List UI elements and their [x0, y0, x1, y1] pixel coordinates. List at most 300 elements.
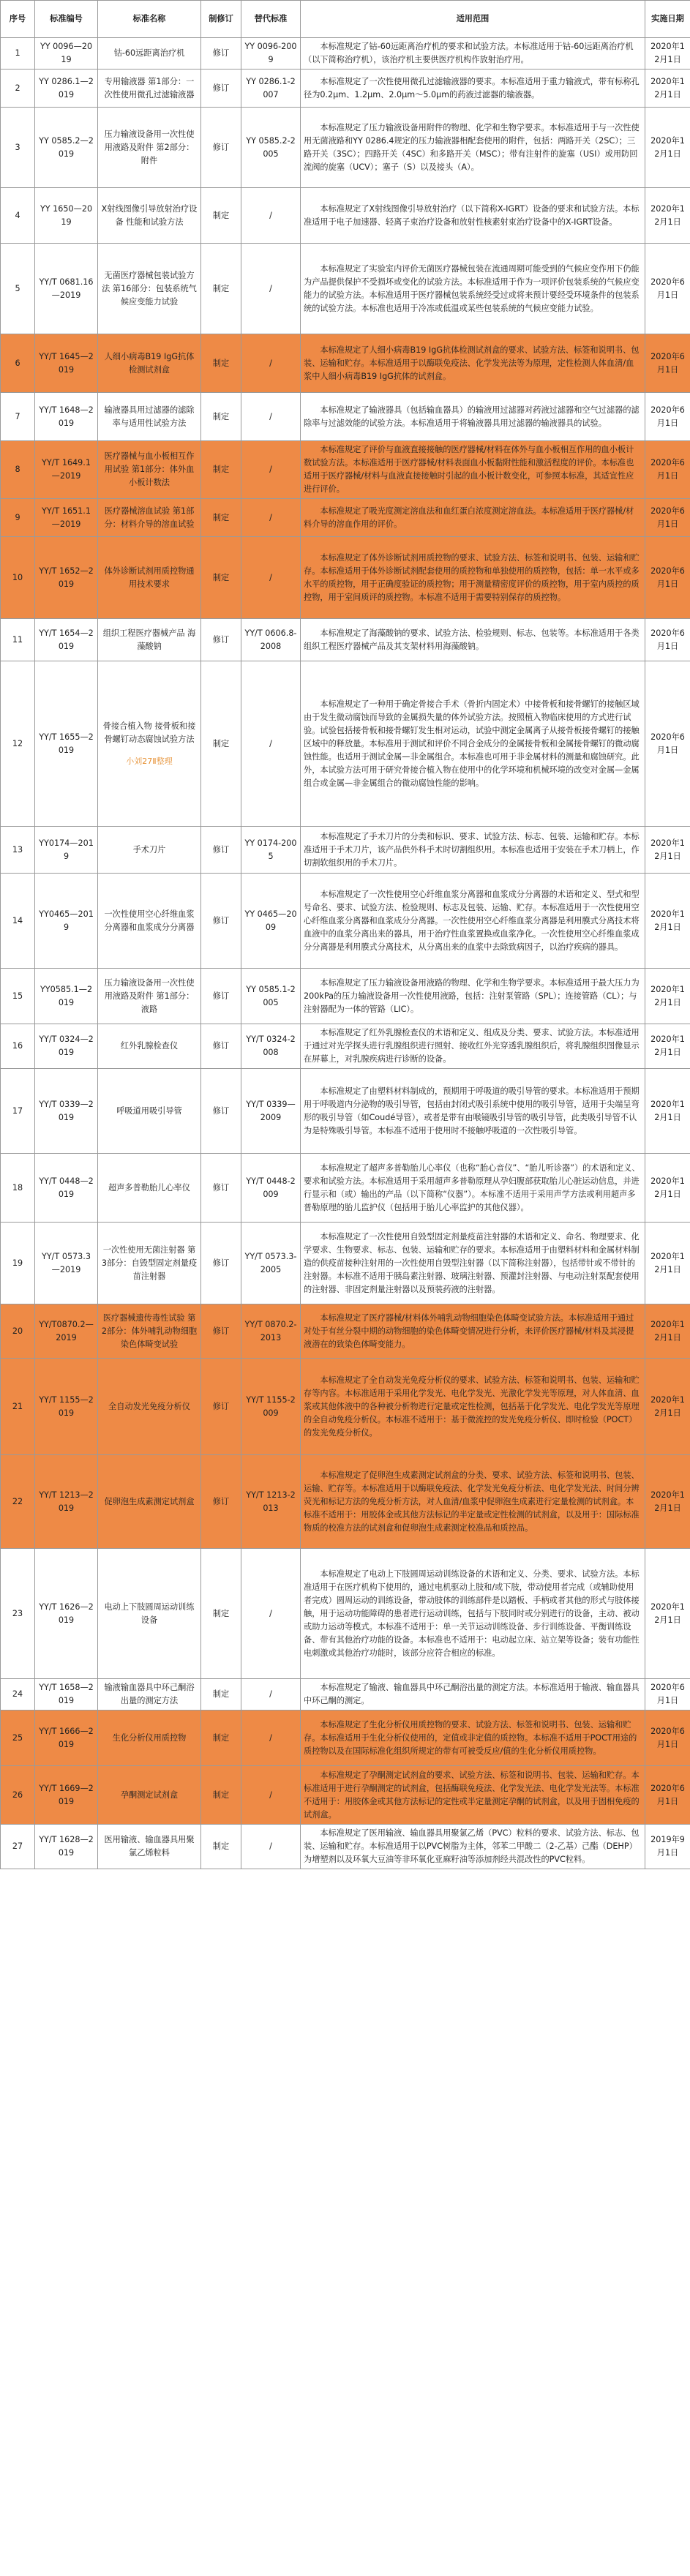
cell-implementation-date-text: 2020年12月1日: [650, 984, 685, 1007]
cell-implementation-date: [645, 969, 690, 1024]
cell-replaced-standard-text: /: [269, 283, 272, 293]
cell-revision-type-text: 制定: [212, 210, 230, 220]
header-scope: 适用范围: [301, 1, 645, 38]
cell-standard-name-text: 一次性使用无菌注射器 第3部分：自毁型固定剂量疫苗注射器: [101, 1244, 198, 1281]
cell-scope: [301, 1455, 645, 1549]
cell-revision-type: [201, 1069, 241, 1154]
cell-no: [1, 108, 35, 188]
table-row: [1, 1069, 690, 1154]
cell-implementation-date-text: 2020年6月1日: [650, 628, 685, 651]
cell-standard-code-text: YY/T 1654—2019: [39, 628, 94, 651]
cell-revision-type-text: 制定: [212, 1790, 230, 1800]
cell-revision-type-text: 修订: [212, 1258, 230, 1268]
cell-scope-text: 本标准规定了红外乳腺检查仪的术语和定义、组成及分类、要求、试验方法。本标准适用于通过对光学探头进行乳腺组织进行照射、接收红外光穿透乳腺组织后，将乳腺组织图像显示在屏幕上，对乳腺疾病进行诊断的设备。: [304, 1028, 640, 1064]
cell-standard-name: [98, 499, 201, 537]
cell-implementation-date: [645, 661, 690, 827]
cell-standard-code: [35, 969, 98, 1024]
cell-no-text: 1: [15, 48, 20, 58]
cell-standard-code-text: YY 0096—2019: [40, 42, 93, 64]
cell-standard-name-text: 红外乳腺检查仪: [120, 1041, 179, 1051]
cell-standard-code-text: YY/T 1655—2019: [39, 732, 94, 755]
table-row: [1, 1766, 690, 1825]
cell-standard-name: [98, 1154, 201, 1223]
table-row: [1, 1304, 690, 1359]
cell-revision-type: [201, 537, 241, 619]
cell-replaced-standard: [241, 244, 301, 334]
cell-replaced-standard-text: /: [269, 1689, 272, 1699]
cell-standard-code: [35, 334, 98, 393]
cell-implementation-date: [645, 1711, 690, 1766]
cell-standard-name-text: 压力输液设备用一次性使用液路及附件 第1部分：液路: [104, 977, 195, 1014]
cell-revision-type-text: 制定: [212, 738, 230, 748]
cell-replaced-standard-text: YY 0465—2009: [244, 909, 297, 932]
cell-scope-text: 本标准规定了人细小病毒B19 IgG抗体检测试剂盒的要求、试验方法、标签和说明书、包装、运输和贮存。本标准适用于以酶联免疫法、化学发光法等为原理，定性检测人体血清/血浆中人细小病毒B19 IgG抗体的试剂盒。: [304, 345, 640, 381]
cell-replaced-standard: [241, 1024, 301, 1069]
cell-standard-code-text: YY 1650—2019: [40, 203, 93, 227]
cell-no: [1, 1825, 35, 1869]
cell-standard-name: [98, 70, 201, 108]
cell-standard-name-text: 呼吸道用吸引导管: [116, 1105, 182, 1116]
cell-no-text: 18: [12, 1182, 23, 1193]
cell-standard-name-text: 孕酮测定试剂盒: [120, 1790, 179, 1800]
cell-no: [1, 334, 35, 393]
cell-revision-type: [201, 827, 241, 874]
cell-no-text: 23: [12, 1608, 23, 1618]
cell-scope: [301, 1711, 645, 1766]
table-row: [1, 827, 690, 874]
cell-standard-name: [98, 393, 201, 441]
cell-standard-name-text: 全自动发光免疫分析仪: [108, 1401, 190, 1411]
cell-replaced-standard-text: /: [269, 210, 272, 220]
cell-implementation-date: [645, 499, 690, 537]
cell-scope-text: 本标准规定了X射线图像引导放射治疗（以下简称X-IGRT）设备的要求和试验方法。本标准适用于电子加速器、轻离子束治疗设备和放射性核素射束治疗设备中的X-IGRT设备。: [304, 203, 640, 227]
cell-no: [1, 441, 35, 499]
cell-revision-type-text: 修订: [212, 991, 230, 1001]
table-row: [1, 70, 690, 108]
cell-replaced-standard-text: /: [269, 572, 272, 582]
table-row: [1, 188, 690, 244]
cell-no-text: 12: [12, 738, 23, 748]
cell-revision-type: [201, 1679, 241, 1711]
cell-scope-text: 本标准规定了一次性使用空心纤维血浆分离器和血浆成分分离器的术语和定义、型式和型号命名、要求、试验方法、检验规则、标志及包装、运输、贮存。本标准适用于一次性使用空心纤维血浆分离器和血浆成分分离器。一次性使用空心纤维血浆分离器是利用膜式分离技术将血液中的血浆分离出来的器具，用于治疗性血浆置换或血浆净化。一次性使用空心纤维血浆成分分离器是利用膜式分离技术，从分离出来的血浆中去除致病因子，以治疗疾病的器具。: [304, 889, 640, 952]
cell-implementation-date-text: 2020年12月1日: [650, 1601, 685, 1625]
cell-standard-code: [35, 244, 98, 334]
cell-standard-code-text: YY/T 1626—2019: [39, 1601, 94, 1625]
cell-standard-name-text: X射线图像引导放射治疗设备 性能和试验方法: [101, 203, 198, 227]
cell-scope: [301, 969, 645, 1024]
cell-implementation-date: [645, 244, 690, 334]
cell-standard-name-text: 骨接合植入物 接骨板和接骨螺钉动态腐蚀试验方法: [102, 721, 196, 744]
cell-scope: [301, 1304, 645, 1359]
cell-no: [1, 1359, 35, 1455]
cell-standard-name: [98, 38, 201, 70]
cell-standard-name-text: 组织工程医疗器械产品 海藻酸钠: [102, 628, 196, 651]
cell-replaced-standard: [241, 537, 301, 619]
cell-implementation-date: [645, 441, 690, 499]
table-row: [1, 537, 690, 619]
cell-revision-type: [201, 188, 241, 244]
cell-standard-code-text: YY/T 1649.1—2019: [42, 458, 91, 481]
cell-no: [1, 1711, 35, 1766]
cell-replaced-standard: [241, 827, 301, 874]
cell-no-text: 21: [12, 1401, 23, 1411]
cell-replaced-standard: [241, 1154, 301, 1223]
cell-scope: [301, 334, 645, 393]
cell-replaced-standard-text: /: [269, 512, 272, 522]
cell-standard-name-text: 一次性使用空心纤维血浆分离器和血浆成分分离器: [104, 909, 195, 932]
cell-scope: [301, 661, 645, 827]
table-row: [1, 661, 690, 827]
cell-replaced-standard: [241, 499, 301, 537]
cell-revision-type: [201, 393, 241, 441]
cell-standard-code: [35, 108, 98, 188]
cell-implementation-date: [645, 108, 690, 188]
cell-revision-type-text: 修订: [212, 1326, 230, 1336]
cell-standard-code: [35, 619, 98, 661]
cell-revision-type: [201, 1223, 241, 1304]
cell-scope: [301, 393, 645, 441]
cell-scope: [301, 1549, 645, 1679]
cell-standard-name-text: 手术刀片: [132, 844, 166, 855]
cell-standard-name-text: 专用输液器 第1部分：一次性使用微孔过滤输液器: [104, 76, 195, 99]
cell-standard-code-text: YY0585.1—2019: [40, 984, 93, 1007]
cell-scope-text: 本标准规定了电动上下肢圆周运动训练设备的术语和定义、分类、要求、试验方法。本标准适用于在医疗机构下使用的，通过电机驱动上肢和/或下肢，带动使用者完成（或辅助使用者完成）圆周运动的训练设备，带动肢体的训练部件是以踏板、手柄或者其他的形式与肢体接触，用于运动功能障碍的患者进行运动训练，包括与下肢同时或分别进行的设备，主动、被动或助力运动等模式。本标准不适用于：单一关节运动训练设备、步行训练设备、平衡训练设备、带有其他治疗功能的设备。本标准也不适用于：电动起立床、站立架等设备；装有功能性电刺激或其他治疗功能时，该部分应符合相应的标准。: [304, 1569, 640, 1658]
cell-standard-name-text: 钴-60远距离治疗机: [113, 48, 185, 58]
cell-no: [1, 1154, 35, 1223]
cell-implementation-date-text: 2020年6月1日: [650, 1683, 685, 1705]
cell-no: [1, 661, 35, 827]
cell-implementation-date-text: 2020年12月1日: [650, 1251, 685, 1274]
table-row: [1, 969, 690, 1024]
table-row: [1, 1024, 690, 1069]
cell-scope: [301, 1154, 645, 1223]
table-row: [1, 619, 690, 661]
cell-revision-type: [201, 1766, 241, 1825]
cell-standard-code: [35, 827, 98, 874]
cell-standard-code: [35, 1154, 98, 1223]
cell-revision-type-text: 修订: [212, 1182, 230, 1193]
cell-standard-name: [98, 619, 201, 661]
cell-standard-code: [35, 1679, 98, 1711]
cell-scope-text: 本标准规定了一种用于确定骨接合手术（骨折内固定术）中接骨板和接骨螺钉的接触区域由于发生微动腐蚀而导致的金属损失量的体外试验方法。按照植入物临床使用的方式进行试验。试验包括接骨板和接骨螺钉发生相对运动，试验中测定金属离子从接骨板接骨螺钉的接触区域中的释放量。本标准用于测试和评价不同合金成分的金属接骨板和金属接骨螺钉的微动腐蚀性能。也适用于测试金属—非金属组合。本标准也可用于非金属材料的测量和腐蚀研究。此外，本试验方法可用于研究骨接合植入物在使用中的化学环境和机械环境的改变对金属—金属组合或金属—非金属组合的微动腐蚀性能的影响。: [304, 699, 640, 788]
cell-standard-code-text: YY/T 1669—2019: [39, 1783, 94, 1806]
cell-replaced-standard-text: YY/T 0448-2009: [246, 1176, 296, 1199]
cell-revision-type: [201, 441, 241, 499]
cell-replaced-standard: [241, 1679, 301, 1711]
cell-implementation-date-text: 2020年12月1日: [650, 1394, 685, 1418]
cell-replaced-standard: [241, 108, 301, 188]
cell-replaced-standard: [241, 1766, 301, 1825]
cell-revision-type: [201, 1825, 241, 1869]
cell-standard-name: [98, 1024, 201, 1069]
cell-standard-name: [98, 1455, 201, 1549]
cell-replaced-standard-text: /: [269, 1608, 272, 1618]
cell-no: [1, 537, 35, 619]
cell-implementation-date: [645, 537, 690, 619]
cell-revision-type: [201, 108, 241, 188]
cell-standard-code-text: YY/T 1648—2019: [39, 405, 94, 428]
cell-replaced-standard: [241, 1549, 301, 1679]
table-row: [1, 441, 690, 499]
cell-implementation-date: [645, 1154, 690, 1223]
cell-revision-type-text: 制定: [212, 1689, 230, 1699]
cell-no-text: 14: [12, 915, 23, 925]
cell-replaced-standard: [241, 1304, 301, 1359]
cell-no: [1, 874, 35, 969]
cell-implementation-date-text: 2020年12月1日: [650, 1176, 685, 1199]
cell-standard-name: [98, 188, 201, 244]
cell-replaced-standard: [241, 619, 301, 661]
cell-standard-code-text: YY/T 0339—2019: [39, 1099, 94, 1122]
cell-revision-type-text: 修订: [212, 1105, 230, 1116]
cell-no-text: 20: [12, 1326, 23, 1336]
cell-no: [1, 70, 35, 108]
cell-replaced-standard-text: YY/T 0573.3-2005: [244, 1251, 297, 1274]
cell-standard-code-text: YY/T 1651.1—2019: [42, 506, 91, 529]
cell-standard-name-text: 医疗器械与血小板相互作用试验 第1部分：体外血小板计数法: [104, 451, 195, 487]
cell-scope: [301, 244, 645, 334]
cell-no-text: 19: [12, 1258, 23, 1268]
cell-no-text: 24: [12, 1689, 23, 1699]
cell-replaced-standard-text: /: [269, 358, 272, 368]
cell-standard-name: [98, 827, 201, 874]
cell-no: [1, 1304, 35, 1359]
cell-revision-type: [201, 1154, 241, 1223]
cell-replaced-standard: [241, 969, 301, 1024]
cell-no-text: 11: [12, 634, 23, 645]
cell-implementation-date: [645, 1069, 690, 1154]
cell-revision-type: [201, 661, 241, 827]
cell-no-text: 26: [12, 1790, 23, 1800]
cell-revision-type: [201, 499, 241, 537]
cell-no: [1, 1455, 35, 1549]
cell-standard-name: [98, 1711, 201, 1766]
cell-replaced-standard-text: YY/T 0339—2009: [246, 1099, 296, 1122]
header-replaces: 替代标准: [241, 1, 301, 38]
cell-scope: [301, 827, 645, 874]
cell-revision-type-text: 制定: [212, 358, 230, 368]
cell-replaced-standard-text: YY/T 0606.8-2008: [244, 628, 297, 651]
cell-no-text: 13: [12, 844, 23, 855]
cell-standard-name-text: 超声多普勒胎儿心率仪: [108, 1182, 190, 1193]
cell-revision-type-text: 制定: [212, 1732, 230, 1743]
cell-standard-code-text: YY 0585.2—2019: [39, 135, 94, 159]
cell-standard-name: [98, 537, 201, 619]
cell-replaced-standard-text: YY/T 1155-2009: [246, 1394, 296, 1418]
cell-implementation-date: [645, 393, 690, 441]
cell-standard-code-text: YY/T 1213—2019: [39, 1490, 94, 1513]
cell-scope-text: 本标准规定了促卵泡生成素测定试剂盒的分类、要求、试验方法、标签和说明书、包装、运输、贮存等。本标准适用于以酶联免疫法、化学发光免疫分析法、电化学发光法、时间分辨荧光和标记方法的免疫分析方法，对人血清/血浆中促卵泡生成素进行定量检测的试剂盒。本标准不适用于：用胶体金或其他方法标记的半定量或定性检测的试剂盒，以及用于：国际标准物质的校准方法的试剂盒和促卵泡生成素测定校准品和质控品。: [304, 1470, 640, 1533]
cell-standard-code: [35, 393, 98, 441]
cell-no: [1, 1069, 35, 1154]
cell-standard-name: [98, 1359, 201, 1455]
cell-revision-type-text: 制定: [212, 1608, 230, 1618]
table-row: [1, 1711, 690, 1766]
cell-standard-code: [35, 537, 98, 619]
cell-replaced-standard: [241, 661, 301, 827]
cell-no: [1, 1549, 35, 1679]
cell-implementation-date-text: 2020年6月1日: [650, 351, 685, 375]
cell-revision-type-text: 修订: [212, 1401, 230, 1411]
cell-no: [1, 188, 35, 244]
cell-no-text: 8: [15, 465, 20, 474]
cell-standard-code-text: YY/T 1628—2019: [39, 1835, 94, 1858]
cell-standard-name: [98, 874, 201, 969]
cell-revision-type: [201, 334, 241, 393]
cell-scope-text: 本标准规定了手术刀片的分类和标识、要求、试验方法、标志、包装、运输和贮存。本标准适用于手术刀片，该产品供外科手术时切割组织用。本标准也适用于安装在手术刀柄上，作切割软组织用的手术刀片。: [304, 831, 640, 868]
cell-no-text: 2: [15, 83, 20, 93]
cell-no-text: 4: [15, 210, 20, 220]
cell-revision-type: [201, 969, 241, 1024]
cell-no-text: 6: [15, 358, 20, 368]
cell-revision-type-text: 修订: [212, 142, 230, 152]
cell-revision-type-text: 修订: [212, 915, 230, 925]
cell-standard-name-text: 压力输液设备用一次性使用液路及附件 第2部分：附件: [104, 129, 195, 165]
header-date: 实施日期: [645, 1, 690, 38]
cell-implementation-date-text: 2020年6月1日: [650, 1783, 685, 1806]
cell-standard-code: [35, 1455, 98, 1549]
cell-replaced-standard: [241, 1223, 301, 1304]
cell-replaced-standard: [241, 393, 301, 441]
cell-no-text: 27: [12, 1841, 23, 1851]
cell-scope: [301, 70, 645, 108]
cell-standard-code: [35, 499, 98, 537]
cell-standard-name-text: 医疗器械遗传毒性试验 第2部分：体外哺乳动物细胞染色体畸变试验: [101, 1313, 198, 1349]
cell-implementation-date-text: 2020年12月1日: [650, 135, 685, 159]
cell-scope-text: 本标准规定了医疗器械/材料体外哺乳动物细胞染色体畸变试验方法。本标准适用于通过对处于有丝分裂中期的动物细胞的染色体畸变情况进行分析，来评价医疗器械/材料及其浸提液潜在的致染色体畸变能力。: [304, 1313, 634, 1349]
cell-scope-text: 本标准规定了体外诊断试剂用质控物的要求、试验方法、标签和说明书、包装、运输和贮存。本标准适用于体外诊断试剂配套使用的质控物和单独使用的质控物，包括：单一水平或多水平的质控物，用于正确度验证的质控物；用于测量精密度评价的质控物，用于室内质控的质控物，用于室间质评的质控物。本标准不适用于需要特别保存的质控物。: [304, 552, 640, 602]
cell-standard-code-text: YY/T 0448—2019: [39, 1176, 94, 1199]
table-row: [1, 334, 690, 393]
cell-scope: [301, 188, 645, 244]
cell-replaced-standard-text: YY 0585.2-2005: [246, 135, 296, 159]
cell-scope: [301, 441, 645, 499]
cell-standard-code-text: YY/T 1666—2019: [39, 1726, 94, 1749]
cell-implementation-date: [645, 1766, 690, 1825]
cell-scope: [301, 499, 645, 537]
cell-scope: [301, 1359, 645, 1455]
cell-scope-text: 本标准规定了医用输液、输血器具用聚氯乙烯（PVC）粒料的要求、试验方法、标志、包装、运输和贮存。本标准适用于以PVC树脂为主体，邻苯二甲酸二（2-乙基）己酯（DEHP）为增塑剂以及环氧大豆油等非环氧化亚麻籽油等添加剂经共混改性的PVC粒料。: [304, 1828, 640, 1864]
cell-implementation-date-text: 2020年12月1日: [650, 42, 685, 64]
cell-revision-type: [201, 38, 241, 70]
cell-implementation-date-text: 2020年6月1日: [650, 458, 685, 481]
cell-no: [1, 244, 35, 334]
cell-replaced-standard-text: YY 0174-2005: [244, 838, 297, 861]
header-revision: 制修订: [201, 1, 241, 38]
cell-revision-type: [201, 619, 241, 661]
cell-scope-text: 本标准规定了吸光度测定溶血法和血红蛋白浓度测定溶血法。本标准适用于医疗器械/材料介导的溶血作用的评价。: [304, 506, 634, 529]
cell-standard-name: [98, 1679, 201, 1711]
cell-scope-text: 本标准规定了输液、输血器具中环己酮浴出量的测定方法。本标准适用于输液、输血器具中环己酮的测定。: [304, 1683, 640, 1705]
cell-no-text: 10: [12, 572, 23, 582]
cell-implementation-date: [645, 188, 690, 244]
cell-standard-code: [35, 874, 98, 969]
cell-standard-code-text: YY0174—2019: [39, 838, 94, 861]
cell-scope-text: 本标准规定了输液器具（包括输血器具）的输液用过滤器对药液过滤器和空气过滤器的滤除率与过滤效能的试验方法。本标准适用于将输液器具用过滤器的输液器具的试验。: [304, 405, 640, 428]
cell-standard-code: [35, 661, 98, 827]
cell-implementation-date-text: 2020年12月1日: [650, 1034, 685, 1057]
cell-no: [1, 1024, 35, 1069]
cell-scope: [301, 1223, 645, 1304]
cell-no-text: 7: [15, 411, 20, 421]
cell-scope: [301, 619, 645, 661]
cell-standard-code-text: YY/T0870.2—2019: [39, 1319, 94, 1343]
cell-standard-code-text: YY0465—2019: [39, 909, 94, 932]
cell-standard-name: [98, 661, 201, 827]
cell-standard-name-text: 医疗器械溶血试验 第1部分：材料介导的溶血试验: [104, 506, 195, 529]
table-row: [1, 108, 690, 188]
cell-standard-name-text: 无菌医疗器械包装试验方法 第16部分：包装系统气候应变能力试验: [102, 270, 197, 307]
cell-standard-code: [35, 1069, 98, 1154]
cell-standard-name: [98, 441, 201, 499]
cell-replaced-standard: [241, 38, 301, 70]
table-row: [1, 1549, 690, 1679]
cell-no: [1, 38, 35, 70]
cell-scope-text: 本标准规定了一次性使用微孔过滤输液器的要求。本标准适用于重力输液式，带有标称孔径为0.2μm、1.2μm、2.0μm～5.0μm的药液过滤器的输液器。: [304, 76, 640, 99]
cell-standard-name-text: 输液输血器具中环己酮浴出量的测定方法: [104, 1683, 195, 1705]
cell-revision-type-text: 制定: [212, 283, 230, 293]
table-row: [1, 1455, 690, 1549]
cell-implementation-date-text: 2020年12月1日: [650, 1319, 685, 1343]
cell-no: [1, 969, 35, 1024]
cell-scope: [301, 537, 645, 619]
cell-standard-name-text: 促卵泡生成素测定试剂盒: [104, 1496, 195, 1506]
table-row: [1, 393, 690, 441]
table-row: [1, 1223, 690, 1304]
cell-standard-code: [35, 70, 98, 108]
cell-implementation-date: [645, 874, 690, 969]
cell-replaced-standard: [241, 1825, 301, 1869]
cell-replaced-standard: [241, 874, 301, 969]
cell-standard-code: [35, 38, 98, 70]
cell-replaced-standard-text: YY/T 0324-2008: [246, 1034, 296, 1057]
cell-scope-text: 本标准规定了钴-60远距离治疗机的要求和试验方法。本标准适用于钴-60远距离治疗机（以下简称治疗机），该治疗机主要供医疗机构作放射治疗用。: [304, 42, 634, 64]
cell-replaced-standard: [241, 1711, 301, 1766]
cell-revision-type: [201, 1711, 241, 1766]
cell-no: [1, 1679, 35, 1711]
cell-revision-type-text: 修订: [212, 1041, 230, 1051]
cell-standard-code-text: YY/T 1155—2019: [39, 1394, 94, 1418]
cell-no: [1, 393, 35, 441]
cell-standard-code: [35, 1359, 98, 1455]
cell-implementation-date-text: 2020年6月1日: [650, 566, 685, 589]
cell-scope-text: 本标准规定了孕酮测定试剂盒的要求、试验方法、标签和说明书、包装、运输和贮存。本标准适用于进行孕酮测定的试剂盒，包括酶联免疫法、化学发光法、电化学发光法等。本标准不适用于：用胶体金或其他方法标记的定性或半定量测定孕酮的试剂盒，以及用于固相免疫的试剂盒。: [304, 1770, 640, 1820]
cell-revision-type: [201, 874, 241, 969]
cell-implementation-date: [645, 1825, 690, 1869]
header-no: 序号: [1, 1, 35, 38]
cell-implementation-date: [645, 334, 690, 393]
table-header-row: [1, 1, 690, 38]
cell-scope: [301, 1825, 645, 1869]
cell-replaced-standard: [241, 1455, 301, 1549]
cell-implementation-date: [645, 1359, 690, 1455]
cell-replaced-standard: [241, 441, 301, 499]
cell-scope: [301, 108, 645, 188]
cell-implementation-date-text: 2019年9月1日: [650, 1835, 685, 1858]
cell-no-text: 22: [12, 1496, 23, 1506]
cell-replaced-standard-text: YY 0286.1-2007: [246, 76, 296, 99]
cell-revision-type-text: 制定: [212, 465, 230, 474]
cell-scope-text: 本标准规定了由塑料材料制成的，预期用于呼吸道的吸引导管的要求。本标准适用于预期用于呼吸道内分泌物的吸引导管，包括由封闭式吸引系统中使用的吸引导管，适用于尖端呈弯形的吸引导管（如Coudé导管），或者是带有由喉镜吸引导管的吸引导管，此类吸引导管不认为是特殊吸引导管。本标准不适用于使用时不接触呼吸道的一次性吸引导管。: [304, 1086, 640, 1135]
cell-standard-code-text: YY/T 0573.3—2019: [42, 1251, 91, 1274]
cell-standard-name-text: 人细小病毒B19 IgG抗体检测试剂盒: [104, 351, 195, 375]
cell-standard-name: [98, 334, 201, 393]
cell-scope-text: 本标准规定了全自动发光免疫分析仪的要求、试验方法、标签和说明书、包装、运输和贮存等内容。本标准适用于采用化学发光、电化学发光、光激化学发光等原理，对人体血清、血浆或其他体液中的各种被分析物进行定量或定性检测，包括基于化学发光、电化学发光等原理的全自动免疫分析仪。本标准不适用于：基于微流控的发光免疫分析仪、即时检验（POCT）的发光免疫分析仪。: [304, 1375, 640, 1438]
cell-implementation-date: [645, 1455, 690, 1549]
cell-implementation-date: [645, 1024, 690, 1069]
cell-revision-type-text: 制定: [212, 1841, 230, 1851]
cell-revision-type-text: 修订: [212, 48, 230, 58]
